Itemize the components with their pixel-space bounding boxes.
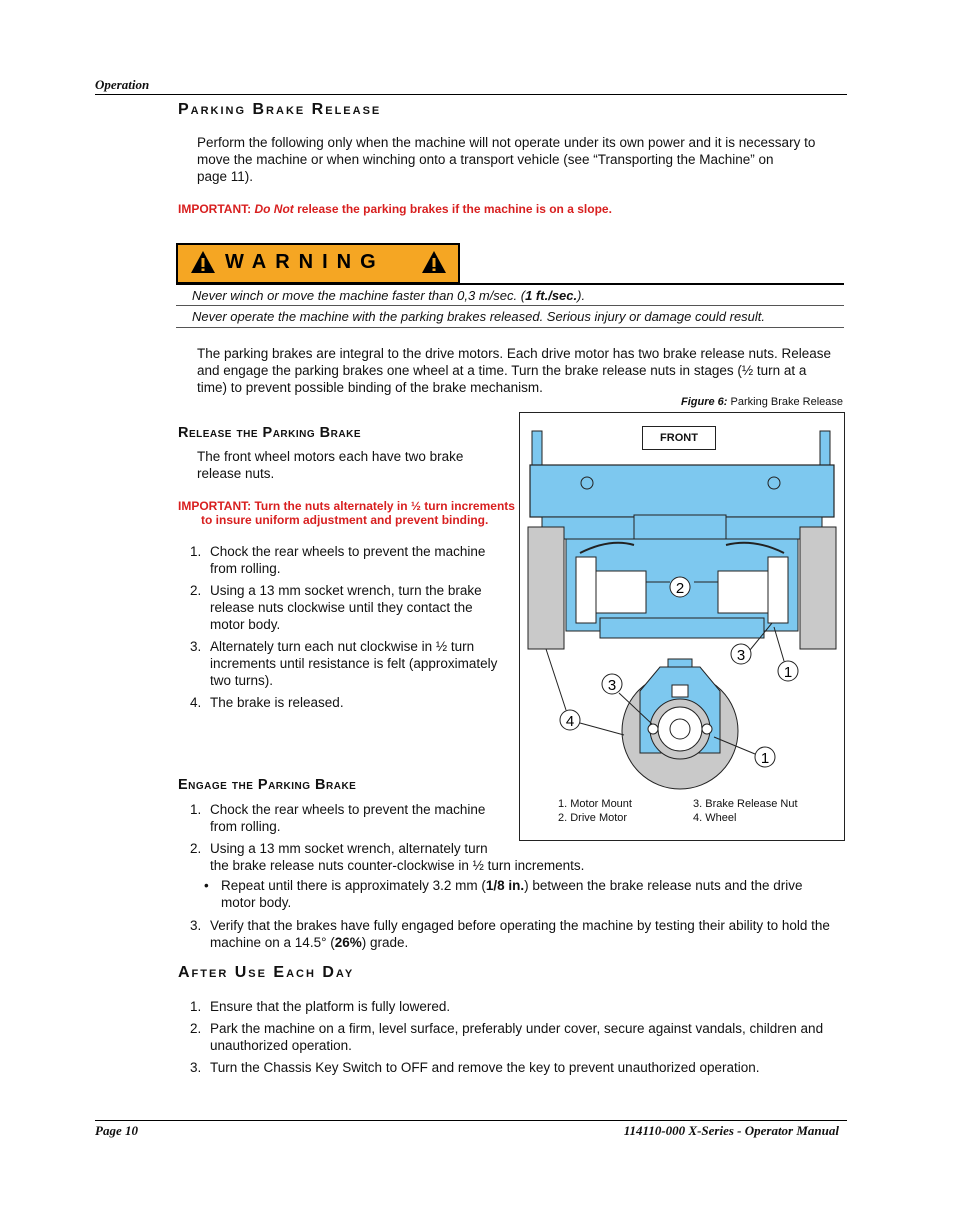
list-item: 4. The brake is released. (190, 695, 344, 710)
intro-line: page 11). (197, 169, 254, 184)
release-intro: The front wheel motors each have two brake release nuts. (197, 449, 464, 481)
callout-3-top: 3 (736, 647, 746, 664)
release-steps (190, 543, 515, 711)
legend-item: 4. Wheel (693, 812, 737, 824)
callout-1-top: 1 (783, 664, 793, 681)
list-item: 1. Chock the rear wheels to prevent the machine from rolling. (190, 802, 486, 834)
intro-line: move the machine or when winching onto a transport vehicle (see “Transporting the Machine” on (197, 152, 774, 167)
list-item: 2. Using a 13 mm socket wrench, turn the brake release nuts clockwise until they contact the motor body. (190, 583, 482, 632)
important-text: release the parking brakes if the machine is on a slope. (297, 202, 612, 216)
callout-4: 4 (565, 713, 575, 730)
callout-2: 2 (675, 580, 685, 597)
warning-line-2: Never operate the machine with the parking brakes released. Serious injury or damage could result. (192, 309, 766, 324)
after-use-steps (190, 998, 850, 1076)
list-item: 2. Park the machine on a firm, level surface, preferably under cover, secure against vandals, children and unauthorized operation. (190, 1021, 824, 1053)
figure-caption: Figure 6: Parking Brake Release (681, 396, 844, 408)
important-slope-note (178, 202, 612, 216)
warning-label: WARNING (225, 251, 385, 273)
intro-line: Perform the following only when the machine will not operate under its own power and it is necessary to (197, 135, 816, 150)
bullet-item: • Repeat until there is approximately 3.2 mm (1/8 in.) between the brake release nuts and the drive motor body. (204, 878, 803, 910)
list-item: 1. Chock the rear wheels to prevent the machine from rolling. (190, 544, 486, 576)
warning-triangle-icon (190, 250, 216, 274)
list-item: 2. Using a 13 mm socket wrench, alternately turn the brake release nuts counter-clockwise in ½ turn increments. (190, 841, 585, 873)
warning-line-1: Never winch or move the machine faster than 0,3 m/sec. (1 ft./sec.). (192, 288, 586, 303)
warning-rule-bottom (176, 327, 844, 328)
section-title-parking-brake-release: Parking Brake Release (178, 101, 382, 118)
list-item: 3. Turn the Chassis Key Switch to OFF and remove the key to prevent unauthorized operation. (190, 1060, 760, 1075)
important-increments-note: IMPORTANT: Turn the nuts alternately in ½ turn increments (178, 499, 515, 513)
legend-item: 2. Drive Motor (558, 812, 628, 824)
header-rule (95, 94, 847, 95)
brake-diagram (520, 413, 844, 840)
manual-title: 114110-000 X-Series - Operator Manual (623, 1123, 839, 1138)
list-item: 3. Verify that the brakes have fully engaged before operating the machine by testing their ability to hold the machine on a 14.5° (26%) grade. (190, 918, 830, 950)
figure-parking-brake-release (519, 412, 845, 841)
intro-paragraph (197, 134, 847, 185)
footer-rule (95, 1120, 847, 1121)
section-title-after-use: After Use Each Day (178, 964, 355, 981)
important-label: IMPORTANT: (178, 202, 252, 216)
warning-divider (176, 305, 844, 306)
callout-1-lower: 1 (760, 750, 770, 767)
front-label: FRONT (642, 426, 716, 450)
legend-item: 3. Brake Release Nut (693, 798, 798, 810)
warning-banner (176, 243, 460, 284)
warning-triangle-icon (421, 250, 447, 274)
subsection-title-release: Release the Parking Brake (178, 425, 361, 441)
callout-3-lower: 3 (607, 677, 617, 694)
legend-item: 1. Motor Mount (558, 798, 632, 810)
integral-paragraph: The parking brakes are integral to the drive motors. Each drive motor has two brake release nuts. Release and engage the parking brakes one wheel at a time. Turn the brake release nuts in stages (½ turn at a time) to prevent possible binding of the brake mechanism. (197, 346, 832, 395)
list-item: 1. Ensure that the platform is fully lowered. (190, 999, 451, 1014)
subsection-title-engage: Engage the Parking Brake (178, 777, 357, 793)
page-number: Page 10 (95, 1123, 138, 1138)
warning-rule-top (176, 283, 844, 285)
engage-steps (190, 801, 850, 951)
important-do-not: Do Not (254, 202, 294, 216)
important-increments-note-line2: to insure uniform adjustment and prevent binding. (201, 513, 489, 527)
running-header: Operation (95, 77, 150, 92)
list-item: 3. Alternately turn each nut clockwise in ½ turn increments until resistance is felt (approximately two turns). (190, 639, 498, 688)
